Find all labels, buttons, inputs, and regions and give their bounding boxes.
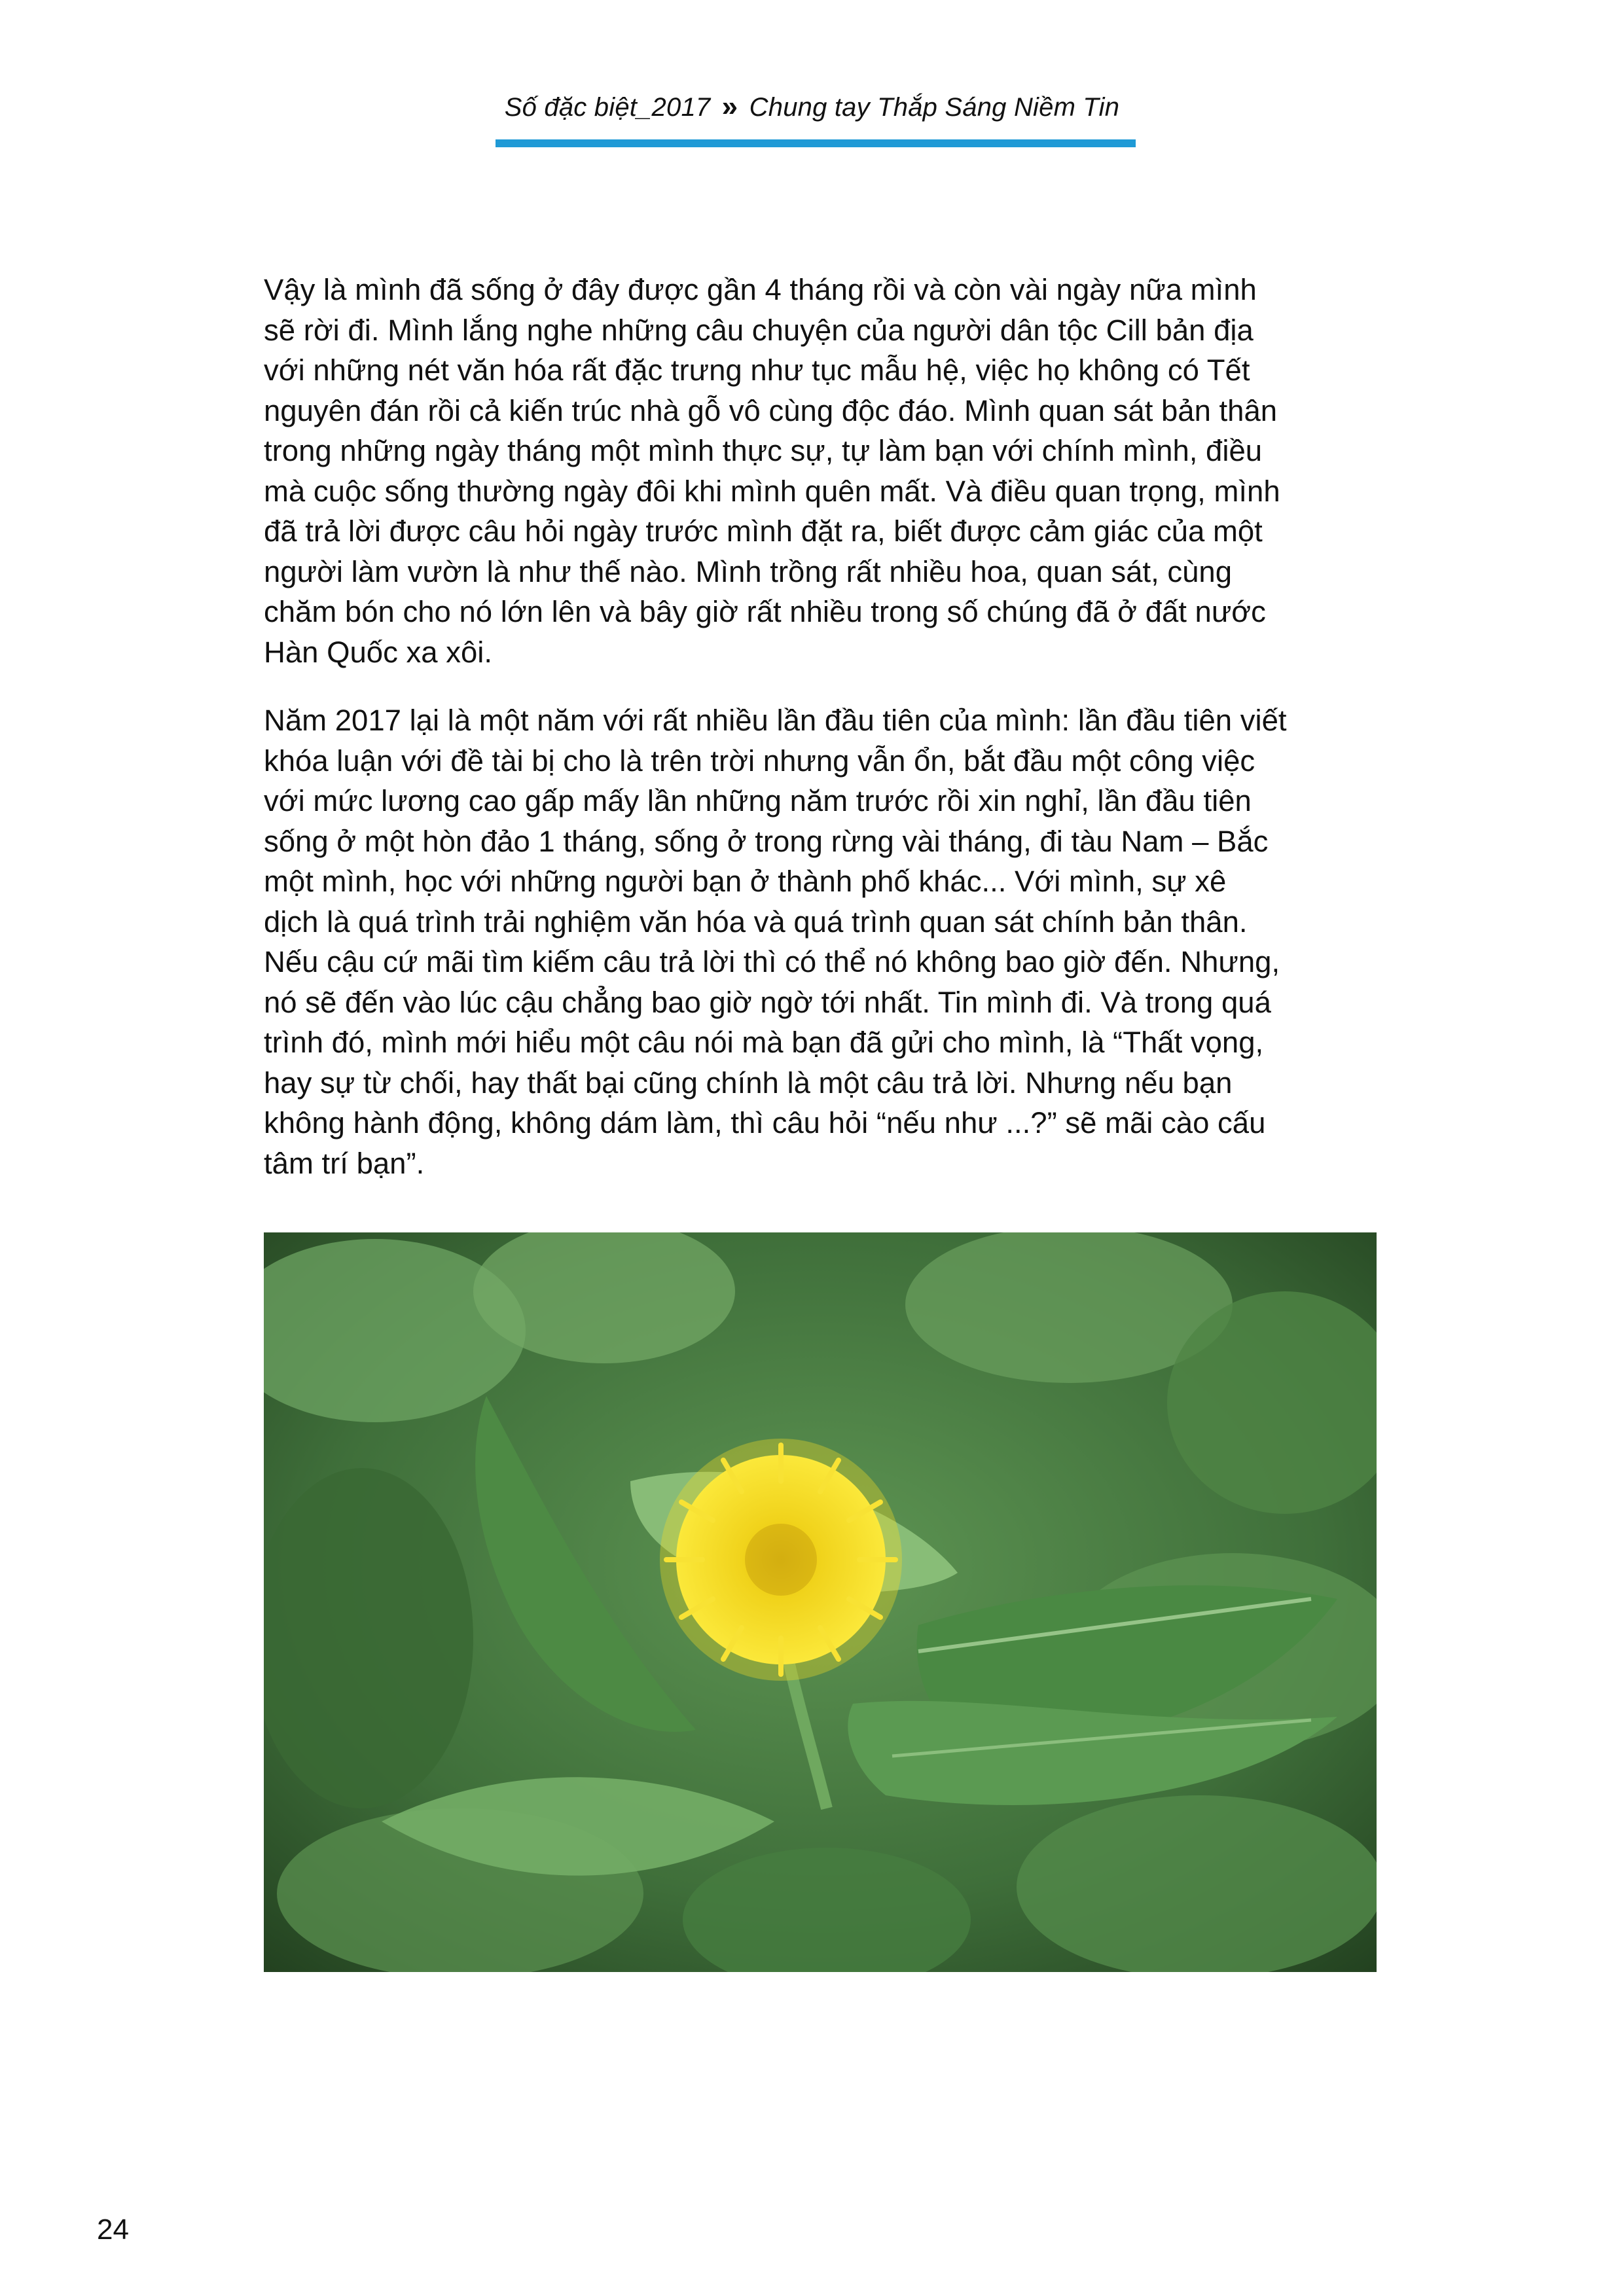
double-chevron-icon: » — [721, 90, 738, 122]
text-line: sẽ rời đi. Mình lắng nghe những câu chuyện của người dân tộc Cill bản địa — [264, 313, 1254, 347]
text-line: Năm 2017 lại là một năm với rất nhiều lần đầu tiên của mình: lần đầu tiên viết — [264, 704, 1287, 737]
text-line: mà cuộc sống thường ngày đôi khi mình quên mất. Và điều quan trọng, mình — [264, 474, 1280, 508]
text-line: người làm vườn là như thế nào. Mình trồng rất nhiều hoa, quan sát, cùng — [264, 554, 1233, 588]
text-line: với mức lương cao gấp mấy lần những năm trước rồi xin nghỉ, lần đầu tiên — [264, 784, 1252, 817]
text-line: trong những ngày tháng một mình thực sự, tự làm bạn với chính mình, điều — [264, 434, 1263, 467]
text-line: khóa luận với đề tài bị cho là trên trời nhưng vẫn ổn, bắt đầu một công việc — [264, 744, 1255, 778]
header-rule — [496, 139, 1136, 147]
text-line: tâm trí bạn”. — [264, 1146, 425, 1180]
text-line: với những nét văn hóa rất đặc trưng như tục mẫu hệ, việc họ không có Tết — [264, 353, 1250, 387]
text-line: không hành động, không dám làm, thì câu hỏi “nếu như ...?” sẽ mãi cào cấu — [264, 1106, 1266, 1139]
flower-photo — [264, 1232, 1377, 1972]
running-header — [0, 90, 1624, 123]
text-line: chăm bón cho nó lớn lên và bây giờ rất nhiều trong số chúng đã ở đất nước — [264, 595, 1266, 628]
text-line: Nếu cậu cứ mãi tìm kiếm câu trả lời thì có thể nó không bao giờ đến. Nhưng, — [264, 945, 1280, 978]
text-line: nó sẽ đến vào lúc cậu chẳng bao giờ ngờ tới nhất. Tin mình đi. Và trong quá — [264, 985, 1271, 1019]
text-line: sống ở một hòn đảo 1 tháng, sống ở trong rừng vài tháng, đi tàu Nam – Bắc — [264, 824, 1269, 858]
issue-label: Số đặc biệt_2017 — [504, 93, 711, 122]
page-number: 24 — [97, 2214, 129, 2246]
section-title: Chung tay Thắp Sáng Niềm Tin — [749, 93, 1120, 122]
text-line: nguyên đán rồi cả kiến trúc nhà gỗ vô cùng độc đáo. Mình quan sát bản thân — [264, 393, 1278, 427]
paragraph-2 — [264, 700, 1377, 1183]
text-line: một mình, học với những người bạn ở thành phố khác... Với mình, sự xê — [264, 865, 1227, 898]
text-line: trình đó, mình mới hiểu một câu nói mà bạn đã gửi cho mình, là “Thất vọng, — [264, 1026, 1264, 1059]
paragraph-1 — [264, 270, 1377, 672]
text-line: dịch là quá trình trải nghiệm văn hóa và quá trình quan sát chính bản thân. — [264, 905, 1248, 939]
text-line: hay sự từ chối, hay thất bại cũng chính là một câu trả lời. Nhưng nếu bạn — [264, 1066, 1233, 1100]
text-line: Hàn Quốc xa xôi. — [264, 635, 493, 669]
text-line: Vậy là mình đã sống ở đây được gần 4 tháng rồi và còn vài ngày nữa mình — [264, 273, 1257, 306]
text-line: đã trả lời được câu hỏi ngày trước mình đặt ra, biết được cảm giác của một — [264, 514, 1263, 548]
